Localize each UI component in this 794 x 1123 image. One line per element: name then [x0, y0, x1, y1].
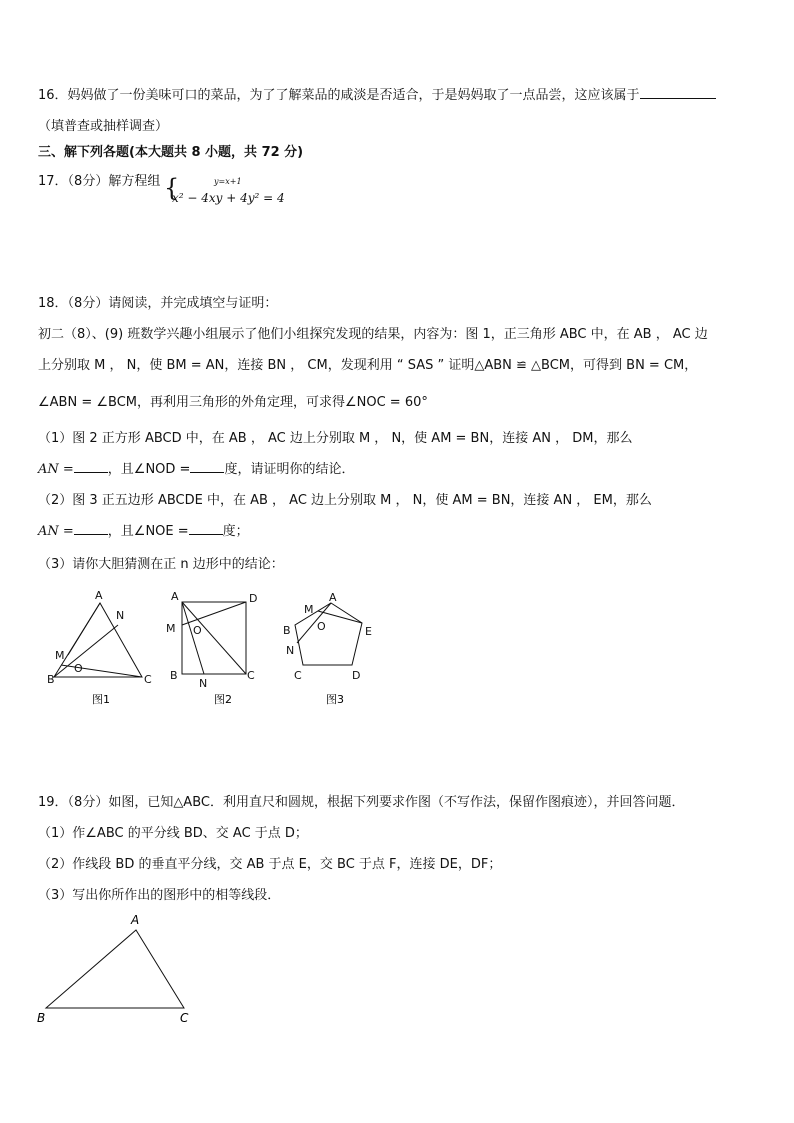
q19-figure [30, 910, 200, 1030]
q16-line2: （填普查或抽样调查） [38, 119, 169, 134]
q19-label-a: A [131, 913, 140, 927]
fig1-label-o: O [74, 662, 83, 675]
q18-sub2-line2 [38, 520, 249, 539]
q18-sub2-blank-angle[interactable] [189, 522, 223, 535]
q19-head: 19．（8分）如图，已知△ABC．利用直尺和圆规，根据下列要求作图（不写作法，保留作图痕迹），并回答问题． [38, 795, 685, 810]
fig1-caption: 图1 [92, 693, 110, 706]
q16-text: 16．妈妈做了一份美味可口的菜品，为了了解菜品的咸淡是否适合，于是妈妈取了一点品尝，这应该属于 [38, 88, 640, 103]
q19-sub1: （1）作∠ABC 的平分线 BD、交 AC 于点 D； [38, 826, 308, 841]
q18-sub2-blank-an[interactable] [74, 522, 108, 535]
q18-sub1-blank-an[interactable] [74, 460, 108, 473]
fig2-segment-an [182, 602, 204, 674]
q16-answer-blank[interactable] [640, 86, 716, 99]
fig2-label-d: D [249, 592, 258, 605]
fig1-label-a: A [95, 589, 103, 602]
fig3-label-e: E [365, 625, 372, 638]
q19-label-b: B [37, 1011, 46, 1025]
figure-2 [162, 585, 272, 710]
figure-3 [276, 585, 386, 710]
figure-3-drawing [276, 585, 386, 710]
q18-sub1-an-label: AN = [38, 462, 74, 477]
q18-sub2-line1: （2）图 3 正五边形 ABCDE 中，在 AB ， AC 边上分别取 M ， N，使 AM = BN，连接 AN ， EM，那么 [38, 493, 652, 508]
section3-title: 三、解下列各题(本大题共 8 小题，共 72 分) [38, 145, 304, 160]
fig1-label-b: B [47, 673, 55, 686]
q17-eq1: y=x+1 [214, 177, 242, 186]
fig2-caption: 图2 [214, 693, 232, 706]
q17-prefix: 17．（8分）解方程组 [38, 174, 161, 189]
q18-p3: ∠ABN = ∠BCM，再利用三角形的外角定理，可求得∠NOC = 60° [38, 395, 428, 410]
q18-sub2-an-label: AN = [38, 524, 74, 539]
fig1-label-c: C [144, 673, 152, 686]
q18-head: 18．（8分）请阅读，并完成填空与证明： [38, 296, 278, 311]
q18-sub1-angle-label: ，且∠NOD = [107, 462, 191, 477]
q16-line1 [38, 84, 716, 103]
q17-eq2: x² − 4xy + 4y² = 4 [172, 191, 285, 205]
q19-label-c: C [180, 1011, 189, 1025]
q18-sub1-blank-angle[interactable] [190, 460, 224, 473]
fig2-label-n: N [199, 677, 208, 690]
fig3-caption: 图3 [326, 693, 344, 706]
fig2-label-a: A [171, 590, 179, 603]
q18-sub3: （3）请你大胆猜测在正 n 边形中的结论： [38, 557, 284, 572]
q18-p1: 初二（8）、(9) 班数学兴趣小组展示了他们小组探究发现的结果，内容为：图 1，正三角形 ABC 中，在 AB ， AC 边 [38, 327, 708, 342]
figure-1-drawing [40, 585, 160, 710]
fig2-label-c: C [247, 669, 255, 682]
q19-triangle-abc [46, 930, 184, 1008]
figure-1 [40, 585, 160, 710]
fig2-label-o: O [193, 624, 202, 637]
fig3-label-m: M [304, 603, 314, 616]
q19-sub2: （2）作线段 BD 的垂直平分线，交 AB 于点 E，交 BC 于点 F，连接 DE，DF； [38, 857, 502, 872]
fig3-label-b: B [283, 624, 291, 637]
fig3-segment-an [297, 603, 331, 643]
fig1-label-n: N [116, 609, 125, 622]
q19-triangle-drawing [30, 910, 200, 1030]
fig3-label-d: D [352, 669, 361, 682]
fig2-label-m: M [166, 622, 176, 635]
figure-2-drawing [162, 585, 272, 710]
fig3-label-c: C [294, 669, 302, 682]
q19-sub3: （3）写出你所作出的图形中的相等线段． [38, 888, 281, 903]
q18-sub2-tail: 度； [222, 524, 249, 539]
fig3-label-n: N [286, 644, 295, 657]
q18-sub1-line2 [38, 458, 354, 477]
fig2-diagonal-ac [182, 602, 246, 674]
q18-sub1-tail: 度，请证明你的结论． [224, 462, 355, 477]
fig3-label-o: O [317, 620, 326, 633]
fig1-label-m: M [55, 649, 65, 662]
q18-p2: 上分别取 M ， N，使 BM = AN，连接 BN ， CM，发现利用 “ SAS ” 证明△ABN ≌ △BCM，可得到 BN = CM， [38, 358, 698, 373]
fig3-label-a: A [329, 591, 337, 604]
q18-sub1-line1: （1）图 2 正方形 ABCD 中，在 AB ， AC 边上分别取 M ， N，使 AM = BN，连接 AN ， DM，那么 [38, 431, 633, 446]
q17-brace: { [164, 174, 180, 202]
fig2-label-b: B [170, 669, 178, 682]
q18-sub2-angle-label: ，且∠NOE = [107, 524, 189, 539]
